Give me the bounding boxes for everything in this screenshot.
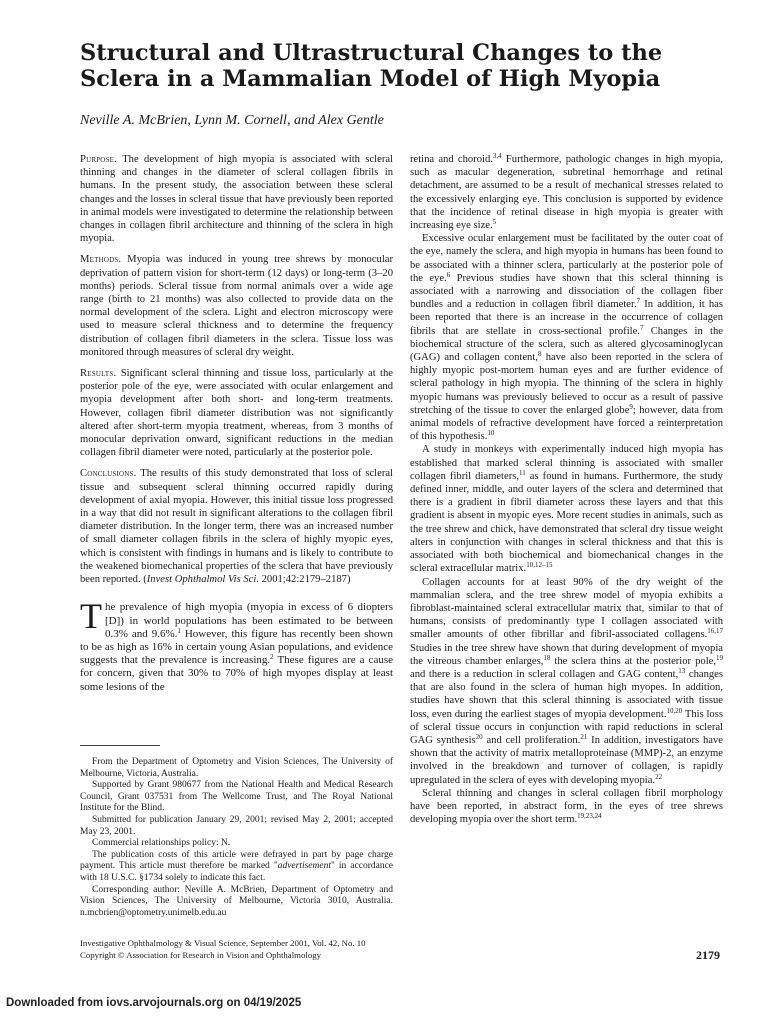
ref-marker: 21 bbox=[580, 732, 588, 741]
ref-marker: 16,17 bbox=[707, 627, 723, 636]
abstract-conclusions bbox=[80, 467, 393, 586]
page-number: 2179 bbox=[696, 948, 720, 962]
abstract bbox=[80, 153, 393, 586]
ref-marker: 2 bbox=[270, 653, 274, 662]
body-text: In addition, it has been reported that there is an increase in the occurrence of collagen fibrils that are stellate in cross-sectional profile. bbox=[410, 299, 724, 337]
ref-marker: 22 bbox=[655, 772, 663, 781]
left-column bbox=[80, 153, 393, 694]
download-notice: Downloaded from iovs.arvojournals.org on 04/19/2025 bbox=[6, 997, 302, 1009]
footnote-affiliation: From the Department of Optometry and Vision Sciences, The University of Melbourne, Victoria, Australia. bbox=[80, 757, 393, 779]
footnote-costs bbox=[80, 850, 393, 885]
body-text: This loss of scleral tissue occurs in conjunction with rapid reductions in scleral GAG synthesis bbox=[410, 708, 723, 746]
drop-cap: T bbox=[80, 596, 102, 637]
body-text: A study in monkeys with experimentally induced high myopia has established that marked scleral thinning is associated with smaller collagen fibril diameters, bbox=[410, 444, 723, 482]
purpose-text: The development of high myopia is associated with scleral thinning and changes in the diameter of scleral collagen fibrils in humans. In the present study, the association between these scleral changes and the losses in scleral tissue that have previously been reported in animal models were investigated to determine the relationship between changes in collagen fibril architecture and thinning of the sclera in high myopia. bbox=[80, 154, 393, 245]
ref-marker: 9 bbox=[629, 402, 633, 411]
body-text: Collagen accounts for at least 90% of the dry weight of the mammalian sclera, and the tree shrew model of myopia exhibits a fibroblast-maintained scleral extracellular matrix that, similar to that of humans, consists of predominantly type I collagen associated with smaller amounts of other fibrillar and fibril-associated collagens. bbox=[410, 576, 723, 641]
abstract-purpose bbox=[80, 153, 393, 245]
body-paragraph-5 bbox=[410, 787, 723, 827]
footnotes bbox=[80, 757, 393, 919]
ref-marker: 8 bbox=[537, 350, 542, 359]
footnote-dates: Submitted for publication January 29, 2001; revised May 2, 2001; accepted May 23, 2001. bbox=[80, 814, 393, 837]
abstract-methods bbox=[80, 253, 393, 359]
footnote-text: " in accordance with 18 U.S.C. §1734 solely to indicate this fact. bbox=[80, 861, 394, 883]
body-paragraph-3 bbox=[410, 443, 723, 575]
ref-marker: 7 bbox=[639, 323, 644, 332]
footnote-corresponding: Corresponding author: Neville A. McBrien, Department of Optometry and Vision Sciences, The University of Melbourne, Victoria 3010, Australia. n.mcbrien@optometry.unimelb.edu.au bbox=[80, 884, 393, 918]
ref-marker: 1 bbox=[177, 626, 181, 635]
ref-marker: 10,20 bbox=[666, 706, 683, 715]
body-text: as found in humans. Furthermore, the study defined inner, middle, and outer layers of the sclera and determined that there is a gradient in fibril diameter across these layers and that this gradient is absent in myopic eyes. More recent studies in animals, such as the tree shrew and chick, have demonstrated that scleral dry tissue weight alters in conjunction with changes in scleral thickness and that this is associated with both biochemical and biomechanical changes in the scleral extracellular matrix. bbox=[410, 470, 723, 575]
right-column bbox=[410, 153, 723, 826]
body-text: In addition, investigators have shown that the activity of matrix metalloproteinase (MMP)-2, an enzyme involved in the breakdown and turnover of collagen, is rapidly upregulated in the sclera of eyes with developing myopia. bbox=[410, 734, 723, 786]
footnote-emphasis: advertisement bbox=[277, 861, 331, 872]
article-title: Structural and Ultrastructural Changes to the Sclera in a Mammalian Model of High Myopia bbox=[80, 40, 663, 92]
body-text: Previous studies have shown that this scleral thinning is associated with a narrowing and dissociation of the collagen fiber bundles and a reduction in collagen fibril diameter. bbox=[410, 272, 724, 311]
ref-marker: 19,23,24 bbox=[577, 812, 602, 821]
body-paragraph-1 bbox=[410, 153, 723, 232]
body-text: have also been reported in the sclera of highly myopic post-mortem human eyes and are further evidence of scleral pathology in high myopia. The thinning of the sclera in highly myopic humans was previously believed to occur as a result of passive stretching of the tissue to cover the enlarged globe bbox=[410, 352, 723, 416]
abstract-results bbox=[80, 367, 393, 459]
ref-marker: 10 bbox=[487, 429, 495, 438]
intro-paragraph bbox=[80, 596, 393, 693]
body-text: ; however, data from animal models of refractive development have forced a reinterpretation of this hypothesis. bbox=[410, 404, 723, 443]
body-text: and there is a reduction in scleral collagen and GAG content, bbox=[410, 668, 679, 680]
body-text: changes that are also found in the sclera of human high myopes. In addition, studies have shown that this scleral thinning is associated with tissue loss, even during the earliest stages of myopia development. bbox=[410, 668, 723, 720]
results-text: Significant scleral thinning and tissue loss, particularly at the posterior pole of the eye, were associated with ocular enlargement and myopia development after both short- and long-term treatments. However, collagen fibril diameter distribution was not significantly altered after short-term myopia treatment, whereas, from 3 months of monocular deprivation onward, significant reductions in the median collagen fibril diameter were noted, particularly at the posterior pole. bbox=[80, 368, 393, 459]
ref-marker: 6 bbox=[446, 270, 451, 279]
citation: Invest Ophthalmol Vis Sci. bbox=[146, 574, 259, 586]
journal-citation: Investigative Ophthalmology & Visual Science, September 2001, Vol. 42, No. 10 bbox=[80, 938, 366, 948]
conclusions-label: Conclusions. bbox=[80, 468, 137, 480]
purpose-label: Purpose. bbox=[80, 154, 117, 165]
footnote-divider bbox=[80, 745, 160, 746]
body-text: the sclera thins at the posterior pole, bbox=[550, 655, 716, 667]
body-text: retina and choroid. bbox=[410, 154, 493, 165]
conclusions-text: The results of this study demonstrated that loss of scleral tissue and subsequent scleral thinning occurred rapidly during development of axial myopia. However, this initial tissue loss progressed in a way that did not result in significant alterations to the collagen fibril diameter distribution. In the longer term, there was an increased number of small diameter collagen fibrils in the sclera of highly myopic eyes, which is consistent with findings in humans and is likely to contribute to the weakened biomechanical properties of the sclera that have previously been reported. ( bbox=[80, 468, 393, 586]
body-text: Furthermore, pathologic changes in high myopia, such as macular degeneration, subretinal hemorrhage and retinal detachment, are assumed to be a result of mechanical stresses related to the excessively enlarging eye. This conclusion is supported by evidence that the incidence of retinal disease in high myopia is greater with increasing eye size. bbox=[410, 154, 723, 232]
ref-marker: 19 bbox=[716, 653, 723, 662]
ref-marker: 11 bbox=[519, 468, 526, 477]
footnote-text: The publication costs of this article were defrayed in part by page charge payment. This article must therefore be marked " bbox=[80, 849, 393, 872]
ref-marker: 18 bbox=[543, 653, 551, 662]
body-text: Studies in the tree shrew have shown that during development of myopia the vitreous chamber enlarges, bbox=[410, 642, 723, 667]
ref-marker: 20 bbox=[475, 732, 483, 741]
body-text: Excessive ocular enlargement must be facilitated by the outer coat of the eye, namely the sclera, and high myopia in humans has been found to be associated with a thinner sclera, particularly at the posterior pole of the eye. bbox=[410, 233, 723, 284]
body-paragraph-2 bbox=[410, 232, 723, 443]
body-paragraph-4 bbox=[410, 576, 723, 787]
body-text: and cell proliferation. bbox=[482, 734, 581, 746]
ref-marker: 3,4 bbox=[492, 152, 502, 160]
journal-copyright: Copyright © Association for Research in Vision and Ophthalmology bbox=[80, 949, 322, 960]
citation-tail: 2001;42:2179–2187) bbox=[258, 574, 351, 586]
author-list: Neville A. McBrien, Lynn M. Cornell, and Alex Gentle bbox=[80, 113, 384, 128]
ref-marker: 7 bbox=[636, 297, 641, 306]
methods-label: Methods. bbox=[80, 254, 122, 266]
intro-text-2: However, this figure has recently been shown to be as high as 16% in certain young Asian populations, and evidence suggests that the prevalence is increasing. bbox=[80, 627, 393, 667]
journal-info bbox=[80, 938, 480, 961]
ref-marker: 13 bbox=[678, 666, 686, 675]
methods-text: Myopia was induced in young tree shrews by monocular deprivation of pattern vision for short-term (12 days) or long-term (3–20 months) periods. Scleral tissue from normal animals over a wide age range (birth to 21 months) was also collected to provide data on the normal development of the sclera. Light and electron microscopy were used to measure scleral thickness and to determine the frequency distribution of collagen fibril diameters in the sclera. Tissue loss was monitored through measures of scleral dry weight. bbox=[80, 254, 393, 358]
footnote-policy: Commercial relationships policy: N. bbox=[92, 838, 231, 849]
ref-marker: 10,12–15 bbox=[526, 561, 553, 570]
body-text: Scleral thinning and changes in scleral collagen fibril morphology have been reported, in abstract form, in the eyes of tree shrews developing myopia over the short term. bbox=[410, 787, 723, 826]
footnote-funding: Supported by Grant 980677 from the National Health and Medical Research Council, Grant 037531 from The Wellcome Trust, and The Royal National Institute for the Blind. bbox=[80, 780, 393, 814]
intro-text-1: he prevalence of high myopia (myopia in excess of 6 diopters [D]) in world populations has been estimated to be between 0.3% and 9.6%. bbox=[105, 601, 393, 640]
intro-text-3: These figures are a cause for concern, given that 30% to 70% of high myopes display at least some lesions of the bbox=[80, 654, 393, 693]
ref-marker: 5 bbox=[492, 218, 497, 227]
results-label: Results. bbox=[80, 368, 117, 380]
body-text: Changes in the biochemical structure of the sclera, such as altered glycosaminoglycan (GAG) and collagen content, bbox=[410, 325, 723, 364]
